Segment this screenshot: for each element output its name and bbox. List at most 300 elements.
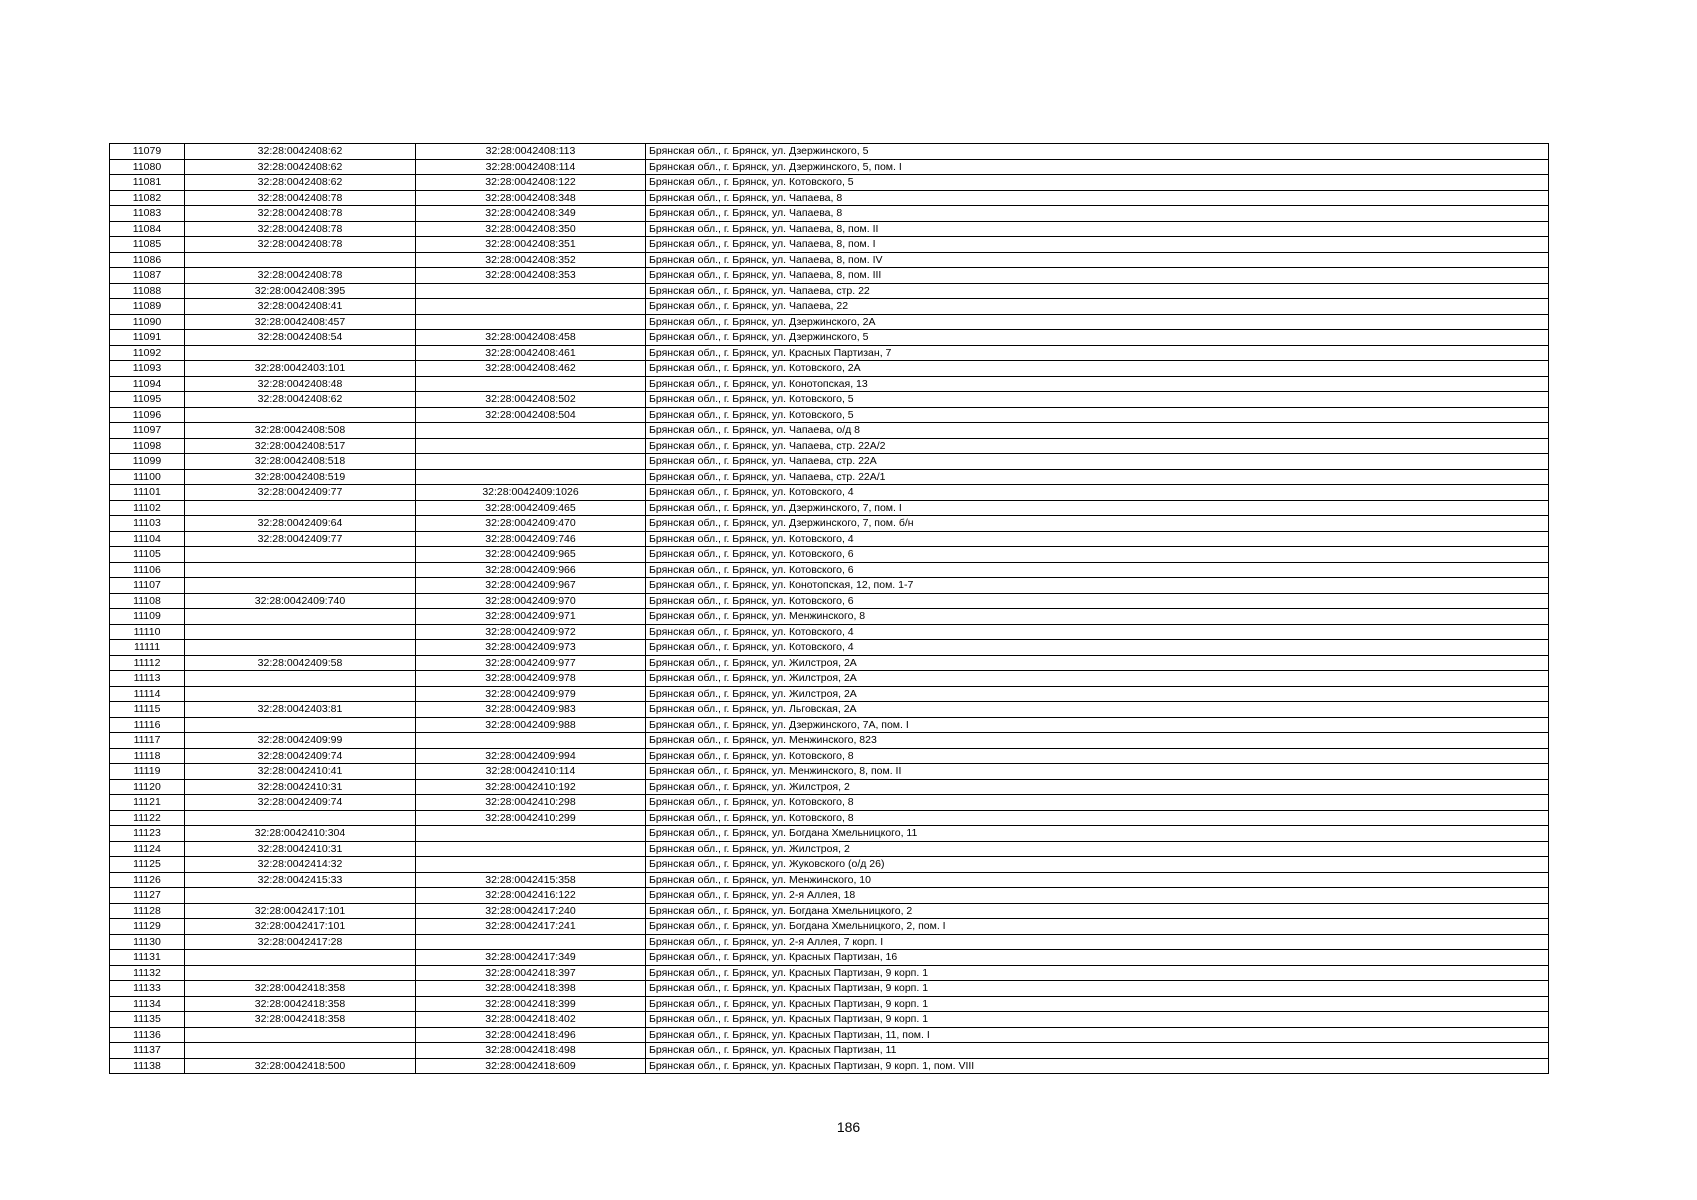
table-row (110, 655, 1549, 671)
row-number-cell: 11133 (110, 981, 185, 997)
parent-cadastral-number-cell (185, 500, 416, 516)
address-cell: Брянская обл., г. Брянск, ул. Чапаева, стр. 22А (646, 454, 1549, 470)
parent-cadastral-number-cell: 32:28:0042408:395 (185, 283, 416, 299)
object-cadastral-number-cell (416, 469, 646, 485)
address-cell: Брянская обл., г. Брянск, ул. Жуковского (о/д 26) (646, 857, 1549, 873)
address-cell: Брянская обл., г. Брянск, ул. Котовского, 8 (646, 795, 1549, 811)
object-cadastral-number-cell: 32:28:0042408:462 (416, 361, 646, 377)
table-row (110, 841, 1549, 857)
parent-cadastral-number-cell: 32:28:0042408:62 (185, 159, 416, 175)
parent-cadastral-number-cell: 32:28:0042418:500 (185, 1058, 416, 1074)
row-number-cell: 11123 (110, 826, 185, 842)
address-cell: Брянская обл., г. Брянск, ул. Котовского, 6 (646, 547, 1549, 563)
table-row (110, 252, 1549, 268)
parent-cadastral-number-cell: 32:28:0042408:48 (185, 376, 416, 392)
object-cadastral-number-cell: 32:28:0042408:349 (416, 206, 646, 222)
table-row (110, 671, 1549, 687)
row-number-cell: 11095 (110, 392, 185, 408)
address-cell: Брянская обл., г. Брянск, ул. Чапаева, 8, пом. I (646, 237, 1549, 253)
parent-cadastral-number-cell: 32:28:0042403:81 (185, 702, 416, 718)
row-number-cell: 11110 (110, 624, 185, 640)
table-row (110, 283, 1549, 299)
parent-cadastral-number-cell: 32:28:0042409:99 (185, 733, 416, 749)
address-cell: Брянская обл., г. Брянск, ул. Менжинского, 823 (646, 733, 1549, 749)
table-row (110, 547, 1549, 563)
address-cell: Брянская обл., г. Брянск, ул. Чапаева, 8, пом. III (646, 268, 1549, 284)
table-row (110, 159, 1549, 175)
address-cell: Брянская обл., г. Брянск, ул. Дзержинского, 5 (646, 144, 1549, 160)
parent-cadastral-number-cell (185, 671, 416, 687)
parent-cadastral-number-cell: 32:28:0042410:41 (185, 764, 416, 780)
address-cell: Брянская обл., г. Брянск, ул. Дзержинского, 7, пом. б/н (646, 516, 1549, 532)
parent-cadastral-number-cell (185, 950, 416, 966)
object-cadastral-number-cell (416, 454, 646, 470)
object-cadastral-number-cell: 32:28:0042409:965 (416, 547, 646, 563)
table-row (110, 795, 1549, 811)
object-cadastral-number-cell: 32:28:0042408:351 (416, 237, 646, 253)
object-cadastral-number-cell: 32:28:0042409:988 (416, 717, 646, 733)
row-number-cell: 11082 (110, 190, 185, 206)
object-cadastral-number-cell: 32:28:0042408:504 (416, 407, 646, 423)
parent-cadastral-number-cell: 32:28:0042409:74 (185, 748, 416, 764)
address-cell: Брянская обл., г. Брянск, ул. Красных Партизан, 9 корп. 1 (646, 981, 1549, 997)
address-cell: Брянская обл., г. Брянск, ул. Чапаева, стр. 22 (646, 283, 1549, 299)
object-cadastral-number-cell: 32:28:0042418:609 (416, 1058, 646, 1074)
row-number-cell: 11135 (110, 1012, 185, 1028)
parent-cadastral-number-cell (185, 578, 416, 594)
object-cadastral-number-cell: 32:28:0042409:978 (416, 671, 646, 687)
address-cell: Брянская обл., г. Брянск, ул. Чапаева, 8 (646, 206, 1549, 222)
table-row (110, 206, 1549, 222)
parent-cadastral-number-cell: 32:28:0042408:517 (185, 438, 416, 454)
object-cadastral-number-cell: 32:28:0042409:983 (416, 702, 646, 718)
table-row (110, 454, 1549, 470)
parent-cadastral-number-cell (185, 640, 416, 656)
table-row (110, 144, 1549, 160)
row-number-cell: 11093 (110, 361, 185, 377)
object-cadastral-number-cell: 32:28:0042418:496 (416, 1027, 646, 1043)
parent-cadastral-number-cell: 32:28:0042417:101 (185, 903, 416, 919)
table-row (110, 330, 1549, 346)
object-cadastral-number-cell: 32:28:0042408:113 (416, 144, 646, 160)
object-cadastral-number-cell: 32:28:0042417:240 (416, 903, 646, 919)
object-cadastral-number-cell (416, 841, 646, 857)
parent-cadastral-number-cell: 32:28:0042408:518 (185, 454, 416, 470)
table-row (110, 764, 1549, 780)
row-number-cell: 11084 (110, 221, 185, 237)
address-cell: Брянская обл., г. Брянск, ул. Красных Партизан, 7 (646, 345, 1549, 361)
row-number-cell: 11114 (110, 686, 185, 702)
parent-cadastral-number-cell: 32:28:0042408:54 (185, 330, 416, 346)
object-cadastral-number-cell (416, 826, 646, 842)
table-row (110, 624, 1549, 640)
address-cell: Брянская обл., г. Брянск, ул. Жилстроя, 2 (646, 841, 1549, 857)
object-cadastral-number-cell: 32:28:0042408:350 (416, 221, 646, 237)
parent-cadastral-number-cell: 32:28:0042408:78 (185, 237, 416, 253)
row-number-cell: 11111 (110, 640, 185, 656)
row-number-cell: 11119 (110, 764, 185, 780)
address-cell: Брянская обл., г. Брянск, ул. Дзержинского, 7, пом. I (646, 500, 1549, 516)
object-cadastral-number-cell: 32:28:0042408:353 (416, 268, 646, 284)
object-cadastral-number-cell: 32:28:0042409:971 (416, 609, 646, 625)
object-cadastral-number-cell: 32:28:0042418:498 (416, 1043, 646, 1059)
row-number-cell: 11106 (110, 562, 185, 578)
row-number-cell: 11108 (110, 593, 185, 609)
address-cell: Брянская обл., г. Брянск, ул. Чапаева, 8 (646, 190, 1549, 206)
address-cell: Брянская обл., г. Брянск, ул. Дзержинского, 5 (646, 330, 1549, 346)
table-row (110, 686, 1549, 702)
object-cadastral-number-cell: 32:28:0042410:298 (416, 795, 646, 811)
row-number-cell: 11081 (110, 175, 185, 191)
row-number-cell: 11097 (110, 423, 185, 439)
object-cadastral-number-cell: 32:28:0042416:122 (416, 888, 646, 904)
parent-cadastral-number-cell: 32:28:0042408:519 (185, 469, 416, 485)
object-cadastral-number-cell: 32:28:0042409:470 (416, 516, 646, 532)
table-row (110, 950, 1549, 966)
object-cadastral-number-cell: 32:28:0042408:352 (416, 252, 646, 268)
table-row (110, 857, 1549, 873)
object-cadastral-number-cell: 32:28:0042409:972 (416, 624, 646, 640)
object-cadastral-number-cell: 32:28:0042408:122 (416, 175, 646, 191)
parent-cadastral-number-cell: 32:28:0042409:64 (185, 516, 416, 532)
row-number-cell: 11080 (110, 159, 185, 175)
row-number-cell: 11124 (110, 841, 185, 857)
address-cell: Брянская обл., г. Брянск, ул. Чапаева, 8, пом. IV (646, 252, 1549, 268)
parent-cadastral-number-cell: 32:28:0042418:358 (185, 996, 416, 1012)
address-cell: Брянская обл., г. Брянск, ул. Дзержинского, 7А, пом. I (646, 717, 1549, 733)
table-row (110, 717, 1549, 733)
address-cell: Брянская обл., г. Брянск, ул. Котовского, 2А (646, 361, 1549, 377)
table-row (110, 981, 1549, 997)
address-cell: Брянская обл., г. Брянск, ул. Котовского, 4 (646, 531, 1549, 547)
row-number-cell: 11100 (110, 469, 185, 485)
object-cadastral-number-cell (416, 934, 646, 950)
address-cell: Брянская обл., г. Брянск, ул. Котовского, 6 (646, 562, 1549, 578)
table-row (110, 733, 1549, 749)
row-number-cell: 11129 (110, 919, 185, 935)
object-cadastral-number-cell (416, 376, 646, 392)
parent-cadastral-number-cell (185, 407, 416, 423)
table-row (110, 1012, 1549, 1028)
row-number-cell: 11132 (110, 965, 185, 981)
object-cadastral-number-cell: 32:28:0042409:746 (416, 531, 646, 547)
row-number-cell: 11105 (110, 547, 185, 563)
object-cadastral-number-cell: 32:28:0042410:299 (416, 810, 646, 826)
object-cadastral-number-cell (416, 423, 646, 439)
parent-cadastral-number-cell: 32:28:0042410:31 (185, 779, 416, 795)
table-row (110, 1058, 1549, 1074)
table-row (110, 609, 1549, 625)
table-row (110, 779, 1549, 795)
table-row (110, 361, 1549, 377)
parent-cadastral-number-cell: 32:28:0042417:28 (185, 934, 416, 950)
row-number-cell: 11079 (110, 144, 185, 160)
object-cadastral-number-cell: 32:28:0042409:1026 (416, 485, 646, 501)
row-number-cell: 11113 (110, 671, 185, 687)
row-number-cell: 11118 (110, 748, 185, 764)
table-row (110, 562, 1549, 578)
parent-cadastral-number-cell (185, 624, 416, 640)
table-row (110, 996, 1549, 1012)
row-number-cell: 11137 (110, 1043, 185, 1059)
table-row (110, 175, 1549, 191)
address-cell: Брянская обл., г. Брянск, ул. Красных Партизан, 11, пом. I (646, 1027, 1549, 1043)
parent-cadastral-number-cell: 32:28:0042417:101 (185, 919, 416, 935)
parent-cadastral-number-cell (185, 252, 416, 268)
address-cell: Брянская обл., г. Брянск, ул. Красных Партизан, 9 корп. 1 (646, 1012, 1549, 1028)
row-number-cell: 11122 (110, 810, 185, 826)
table-row (110, 485, 1549, 501)
address-cell: Брянская обл., г. Брянск, ул. Жилстроя, 2 (646, 779, 1549, 795)
parent-cadastral-number-cell: 32:28:0042408:41 (185, 299, 416, 315)
address-cell: Брянская обл., г. Брянск, ул. Котовского, 5 (646, 392, 1549, 408)
address-cell: Брянская обл., г. Брянск, ул. Котовского, 6 (646, 593, 1549, 609)
object-cadastral-number-cell: 32:28:0042410:192 (416, 779, 646, 795)
table-row (110, 1043, 1549, 1059)
row-number-cell: 11096 (110, 407, 185, 423)
table-row (110, 593, 1549, 609)
address-cell: Брянская обл., г. Брянск, ул. Красных Партизан, 11 (646, 1043, 1549, 1059)
object-cadastral-number-cell: 32:28:0042418:399 (416, 996, 646, 1012)
parent-cadastral-number-cell (185, 888, 416, 904)
row-number-cell: 11083 (110, 206, 185, 222)
row-number-cell: 11109 (110, 609, 185, 625)
address-cell: Брянская обл., г. Брянск, ул. Жилстроя, 2А (646, 671, 1549, 687)
table-row (110, 578, 1549, 594)
table-row (110, 934, 1549, 950)
address-cell: Брянская обл., г. Брянск, ул. Чапаева, 22 (646, 299, 1549, 315)
row-number-cell: 11104 (110, 531, 185, 547)
parent-cadastral-number-cell: 32:28:0042408:78 (185, 221, 416, 237)
registry-table-body (110, 144, 1549, 1074)
object-cadastral-number-cell: 32:28:0042409:977 (416, 655, 646, 671)
table-row (110, 640, 1549, 656)
object-cadastral-number-cell (416, 733, 646, 749)
table-row (110, 407, 1549, 423)
address-cell: Брянская обл., г. Брянск, ул. Чапаева, о/д 8 (646, 423, 1549, 439)
address-cell: Брянская обл., г. Брянск, ул. Котовского, 4 (646, 624, 1549, 640)
table-row (110, 748, 1549, 764)
table-row (110, 702, 1549, 718)
row-number-cell: 11138 (110, 1058, 185, 1074)
row-number-cell: 11094 (110, 376, 185, 392)
object-cadastral-number-cell: 32:28:0042408:114 (416, 159, 646, 175)
table-row (110, 237, 1549, 253)
table-row (110, 872, 1549, 888)
table-row (110, 190, 1549, 206)
object-cadastral-number-cell: 32:28:0042409:967 (416, 578, 646, 594)
address-cell: Брянская обл., г. Брянск, ул. Котовского, 5 (646, 175, 1549, 191)
object-cadastral-number-cell: 32:28:0042418:402 (416, 1012, 646, 1028)
parent-cadastral-number-cell (185, 965, 416, 981)
parent-cadastral-number-cell: 32:28:0042410:304 (185, 826, 416, 842)
parent-cadastral-number-cell: 32:28:0042408:62 (185, 144, 416, 160)
parent-cadastral-number-cell: 32:28:0042409:77 (185, 485, 416, 501)
row-number-cell: 11128 (110, 903, 185, 919)
parent-cadastral-number-cell (185, 1027, 416, 1043)
parent-cadastral-number-cell: 32:28:0042408:78 (185, 190, 416, 206)
row-number-cell: 11089 (110, 299, 185, 315)
object-cadastral-number-cell: 32:28:0042417:349 (416, 950, 646, 966)
address-cell: Брянская обл., г. Брянск, ул. Жилстроя, 2А (646, 655, 1549, 671)
table-row (110, 376, 1549, 392)
address-cell: Брянская обл., г. Брянск, ул. 2-я Аллея, 18 (646, 888, 1549, 904)
row-number-cell: 11117 (110, 733, 185, 749)
parent-cadastral-number-cell (185, 717, 416, 733)
parent-cadastral-number-cell: 32:28:0042409:740 (185, 593, 416, 609)
row-number-cell: 11107 (110, 578, 185, 594)
parent-cadastral-number-cell: 32:28:0042415:33 (185, 872, 416, 888)
row-number-cell: 11127 (110, 888, 185, 904)
parent-cadastral-number-cell: 32:28:0042403:101 (185, 361, 416, 377)
parent-cadastral-number-cell: 32:28:0042409:77 (185, 531, 416, 547)
address-cell: Брянская обл., г. Брянск, ул. Дзержинского, 5, пом. I (646, 159, 1549, 175)
row-number-cell: 11116 (110, 717, 185, 733)
parent-cadastral-number-cell: 32:28:0042409:74 (185, 795, 416, 811)
parent-cadastral-number-cell: 32:28:0042408:62 (185, 175, 416, 191)
row-number-cell: 11085 (110, 237, 185, 253)
row-number-cell: 11131 (110, 950, 185, 966)
object-cadastral-number-cell: 32:28:0042409:994 (416, 748, 646, 764)
object-cadastral-number-cell: 32:28:0042409:973 (416, 640, 646, 656)
table-row (110, 438, 1549, 454)
object-cadastral-number-cell: 32:28:0042409:465 (416, 500, 646, 516)
address-cell: Брянская обл., г. Брянск, ул. Красных Партизан, 9 корп. 1 (646, 965, 1549, 981)
address-cell: Брянская обл., г. Брянск, ул. Менжинского, 8 (646, 609, 1549, 625)
address-cell: Брянская обл., г. Брянск, ул. Конотопская, 12, пом. 1-7 (646, 578, 1549, 594)
object-cadastral-number-cell: 32:28:0042418:398 (416, 981, 646, 997)
address-cell: Брянская обл., г. Брянск, ул. Жилстроя, 2А (646, 686, 1549, 702)
table-row (110, 903, 1549, 919)
parent-cadastral-number-cell (185, 810, 416, 826)
row-number-cell: 11099 (110, 454, 185, 470)
object-cadastral-number-cell: 32:28:0042417:241 (416, 919, 646, 935)
object-cadastral-number-cell (416, 857, 646, 873)
table-row (110, 345, 1549, 361)
table-row (110, 299, 1549, 315)
parent-cadastral-number-cell: 32:28:0042418:358 (185, 981, 416, 997)
object-cadastral-number-cell: 32:28:0042408:348 (416, 190, 646, 206)
parent-cadastral-number-cell: 32:28:0042408:62 (185, 392, 416, 408)
address-cell: Брянская обл., г. Брянск, ул. Красных Партизан, 16 (646, 950, 1549, 966)
table-row (110, 423, 1549, 439)
parent-cadastral-number-cell (185, 547, 416, 563)
object-cadastral-number-cell: 32:28:0042410:114 (416, 764, 646, 780)
row-number-cell: 11090 (110, 314, 185, 330)
object-cadastral-number-cell (416, 438, 646, 454)
address-cell: Брянская обл., г. Брянск, ул. Менжинского, 10 (646, 872, 1549, 888)
table-row (110, 221, 1549, 237)
address-cell: Брянская обл., г. Брянск, ул. Котовского, 4 (646, 485, 1549, 501)
table-row (110, 826, 1549, 842)
table-row (110, 469, 1549, 485)
address-cell: Брянская обл., г. Брянск, ул. Красных Партизан, 9 корп. 1 (646, 996, 1549, 1012)
row-number-cell: 11112 (110, 655, 185, 671)
parent-cadastral-number-cell: 32:28:0042418:358 (185, 1012, 416, 1028)
table-row (110, 531, 1549, 547)
address-cell: Брянская обл., г. Брянск, ул. Льговская, 2А (646, 702, 1549, 718)
row-number-cell: 11120 (110, 779, 185, 795)
parent-cadastral-number-cell: 32:28:0042414:32 (185, 857, 416, 873)
row-number-cell: 11136 (110, 1027, 185, 1043)
address-cell: Брянская обл., г. Брянск, ул. Котовского, 5 (646, 407, 1549, 423)
table-row (110, 919, 1549, 935)
address-cell: Брянская обл., г. Брянск, ул. Дзержинского, 2А (646, 314, 1549, 330)
row-number-cell: 11126 (110, 872, 185, 888)
object-cadastral-number-cell: 32:28:0042408:461 (416, 345, 646, 361)
table-row (110, 965, 1549, 981)
row-number-cell: 11087 (110, 268, 185, 284)
row-number-cell: 11092 (110, 345, 185, 361)
table-row (110, 500, 1549, 516)
table-row (110, 1027, 1549, 1043)
address-cell: Брянская обл., г. Брянск, ул. Котовского, 4 (646, 640, 1549, 656)
row-number-cell: 11098 (110, 438, 185, 454)
object-cadastral-number-cell: 32:28:0042415:358 (416, 872, 646, 888)
row-number-cell: 11088 (110, 283, 185, 299)
table-row (110, 268, 1549, 284)
address-cell: Брянская обл., г. Брянск, ул. Красных Партизан, 9 корп. 1, пом. VIII (646, 1058, 1549, 1074)
parent-cadastral-number-cell (185, 1043, 416, 1059)
parent-cadastral-number-cell (185, 686, 416, 702)
row-number-cell: 11086 (110, 252, 185, 268)
parent-cadastral-number-cell: 32:28:0042409:58 (185, 655, 416, 671)
row-number-cell: 11125 (110, 857, 185, 873)
row-number-cell: 11101 (110, 485, 185, 501)
row-number-cell: 11134 (110, 996, 185, 1012)
address-cell: Брянская обл., г. Брянск, ул. Богдана Хмельницкого, 11 (646, 826, 1549, 842)
parent-cadastral-number-cell (185, 345, 416, 361)
page-number: 186 (836, 1119, 861, 1135)
row-number-cell: 11103 (110, 516, 185, 532)
table-row (110, 810, 1549, 826)
parent-cadastral-number-cell: 32:28:0042408:457 (185, 314, 416, 330)
address-cell: Брянская обл., г. Брянск, ул. Богдана Хмельницкого, 2, пом. I (646, 919, 1549, 935)
row-number-cell: 11130 (110, 934, 185, 950)
object-cadastral-number-cell: 32:28:0042409:970 (416, 593, 646, 609)
address-cell: Брянская обл., г. Брянск, ул. Чапаева, стр. 22А/2 (646, 438, 1549, 454)
address-cell: Брянская обл., г. Брянск, ул. Богдана Хмельницкого, 2 (646, 903, 1549, 919)
row-number-cell: 11091 (110, 330, 185, 346)
object-cadastral-number-cell (416, 283, 646, 299)
address-cell: Брянская обл., г. Брянск, ул. Чапаева, стр. 22А/1 (646, 469, 1549, 485)
row-number-cell: 11121 (110, 795, 185, 811)
object-cadastral-number-cell: 32:28:0042409:979 (416, 686, 646, 702)
object-cadastral-number-cell: 32:28:0042408:458 (416, 330, 646, 346)
address-cell: Брянская обл., г. Брянск, ул. Чапаева, 8, пом. II (646, 221, 1549, 237)
object-cadastral-number-cell: 32:28:0042409:966 (416, 562, 646, 578)
parent-cadastral-number-cell: 32:28:0042408:78 (185, 268, 416, 284)
table-row (110, 314, 1549, 330)
table-row (110, 888, 1549, 904)
object-cadastral-number-cell: 32:28:0042408:502 (416, 392, 646, 408)
address-cell: Брянская обл., г. Брянск, ул. 2-я Аллея, 7 корп. I (646, 934, 1549, 950)
address-cell: Брянская обл., г. Брянск, ул. Котовского, 8 (646, 748, 1549, 764)
address-cell: Брянская обл., г. Брянск, ул. Котовского, 8 (646, 810, 1549, 826)
table-row (110, 392, 1549, 408)
address-cell: Брянская обл., г. Брянск, ул. Конотопская, 13 (646, 376, 1549, 392)
parent-cadastral-number-cell: 32:28:0042408:508 (185, 423, 416, 439)
parent-cadastral-number-cell (185, 609, 416, 625)
row-number-cell: 11115 (110, 702, 185, 718)
table-row (110, 516, 1549, 532)
parent-cadastral-number-cell: 32:28:0042408:78 (185, 206, 416, 222)
object-cadastral-number-cell: 32:28:0042418:397 (416, 965, 646, 981)
row-number-cell: 11102 (110, 500, 185, 516)
object-cadastral-number-cell (416, 314, 646, 330)
object-cadastral-number-cell (416, 299, 646, 315)
parent-cadastral-number-cell (185, 562, 416, 578)
